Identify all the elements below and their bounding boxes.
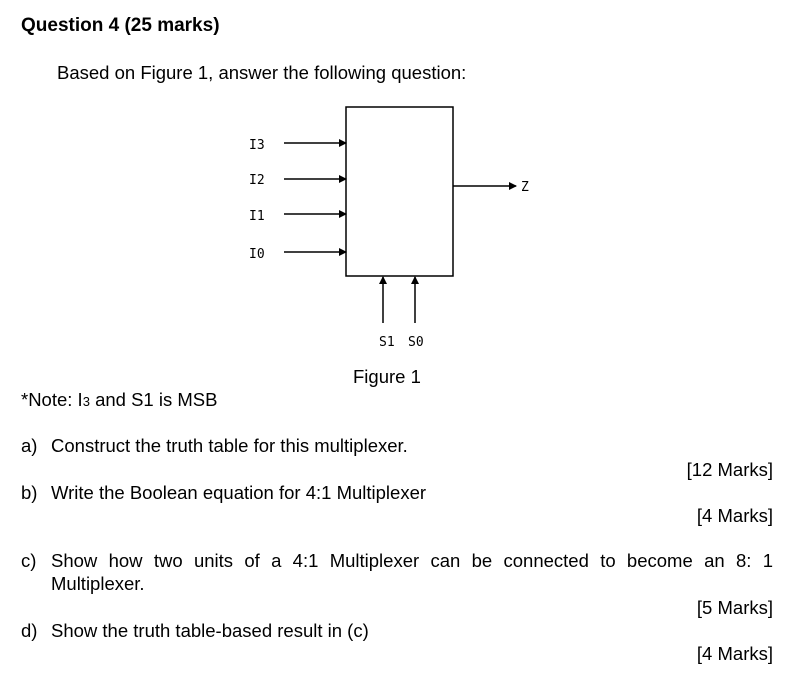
- input-i2-letter: I2: [249, 173, 265, 188]
- part-c-letter: c): [21, 550, 37, 571]
- note-text: [21, 389, 217, 411]
- note-suffix: and S1 is MSB: [89, 389, 218, 410]
- output-z-label: Z: [521, 180, 529, 195]
- part-a-marks: [12 Marks]: [686, 459, 773, 480]
- part-c-text-line1: Show how two units of a 4:1 Multiplexer can be connected to become an 8: 1: [51, 550, 773, 571]
- part-b-marks: [4 Marks]: [696, 505, 773, 526]
- input-i0-label: [249, 247, 265, 262]
- part-c-marks: [5 Marks]: [696, 597, 773, 618]
- part-b-text: Write the Boolean equation for 4:1 Multiplexer: [51, 482, 427, 503]
- multiplexer-block: [346, 107, 453, 276]
- input-i1-letter: I1: [249, 209, 265, 224]
- question-intro: Based on Figure 1, answer the following question:: [57, 62, 467, 83]
- figure-caption: Figure 1: [353, 366, 421, 387]
- part-d-text: Show the truth table-based result in (c): [51, 620, 369, 641]
- select-s1-label: S1: [379, 335, 395, 350]
- part-b-letter: b): [21, 482, 38, 503]
- note-prefix: *Note: I: [21, 389, 83, 410]
- part-d-letter: d): [21, 620, 38, 641]
- input-i2-label: [249, 173, 265, 188]
- select-s0-label: S0: [408, 335, 424, 350]
- part-a-letter: a): [21, 435, 38, 456]
- part-c-text-line2: Multiplexer.: [51, 573, 145, 594]
- question-title: Question 4 (25 marks): [21, 15, 220, 36]
- note-subscript: 3: [82, 394, 90, 409]
- input-i0-letter: I0: [249, 247, 265, 262]
- part-d-marks: [4 Marks]: [696, 643, 773, 664]
- part-a-text: Construct the truth table for this multiplexer.: [51, 435, 408, 456]
- input-i1-label: [249, 209, 265, 224]
- input-i3-letter: I3: [249, 138, 265, 153]
- input-i3-label: [249, 138, 265, 153]
